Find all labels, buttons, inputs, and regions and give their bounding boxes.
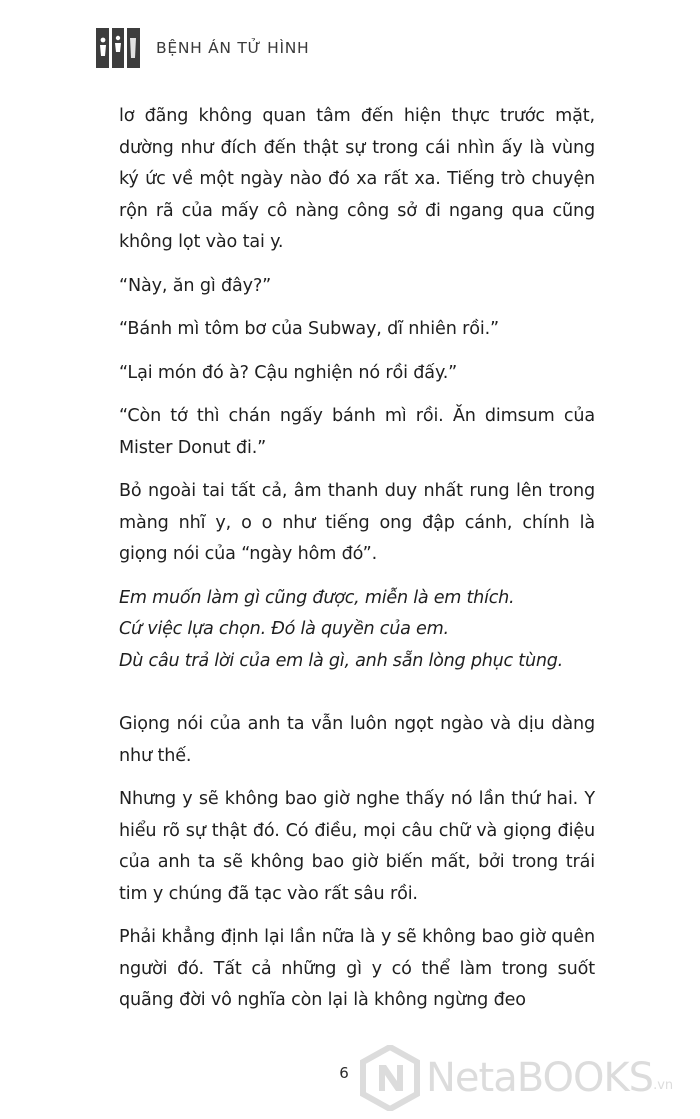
watermark-brand: NetaBOOKS xyxy=(426,1055,654,1101)
dialog-line-3: “Lại món đó à? Cậu nghiện nó rồi đấy.” xyxy=(119,362,458,383)
netabooks-logo-icon xyxy=(360,1045,420,1111)
paragraph-2: Bỏ ngoài tai tất cả, âm thanh duy nhất rung lên trong màng nhĩ y, o o như tiếng ong đập cánh, chính là giọng nói của “ngày hôm đó”. xyxy=(119,481,595,564)
watermark xyxy=(360,1038,673,1118)
book-title: BỆNH ÁN TỬ HÌNH xyxy=(156,39,310,57)
quote-line-1: Em muốn làm gì cũng được, miễn là em thích. xyxy=(119,587,515,608)
page-header xyxy=(96,28,309,68)
paragraph-4: Nhưng y sẽ không bao giờ nghe thấy nó lần thứ hai. Y hiểu rõ sự thật đó. Có điều, mọi câu chữ và giọng điệu của anh ta sẽ không bao giờ biến mất, bởi trong trái tim y chúng đã tạc vào rất sâu rồi. xyxy=(119,789,595,904)
page-content xyxy=(119,101,595,1029)
quote-line-2: Cứ việc lựa chọn. Đó là quyền của em. xyxy=(119,619,449,639)
watermark-text xyxy=(426,1055,673,1101)
paragraph-5: Phải khẳng định lại lần nữa là y sẽ không bao giờ quên người đó. Tất cả những gì y có thể làm trong suốt quãng đời vô nghĩa còn lại là không ngừng đeo xyxy=(119,927,595,1010)
italic-quote xyxy=(119,583,595,678)
page-number: 6 xyxy=(339,1064,349,1082)
paragraph-3: Giọng nói của anh ta vẫn luôn ngọt ngào và dịu dàng như thế. xyxy=(119,714,595,766)
book-logo-icon xyxy=(96,28,140,68)
watermark-domain: .vn xyxy=(653,1078,674,1093)
dialog-line-2: “Bánh mì tôm bơ của Subway, dĩ nhiên rồi.” xyxy=(119,319,500,339)
quote-line-3: Dù câu trả lời của em là gì, anh sẵn lòng phục tùng. xyxy=(119,650,564,671)
dialog-line-1: “Này, ăn gì đây?” xyxy=(119,275,272,296)
paragraph-1: lơ đãng không quan tâm đến hiện thực trước mặt, dường như đích đến thật sự trong cái nhìn ấy là vùng ký ức về một ngày nào đó xa rất xa. Tiếng trò chuyện rộn rã của mấy cô nàng công sở đi ngang qua cũng không lọt vào tai y. xyxy=(119,106,595,252)
dialog-line-4: “Còn tớ thì chán ngấy bánh mì rồi. Ăn dimsum của Mister Donut đi.” xyxy=(119,406,595,458)
